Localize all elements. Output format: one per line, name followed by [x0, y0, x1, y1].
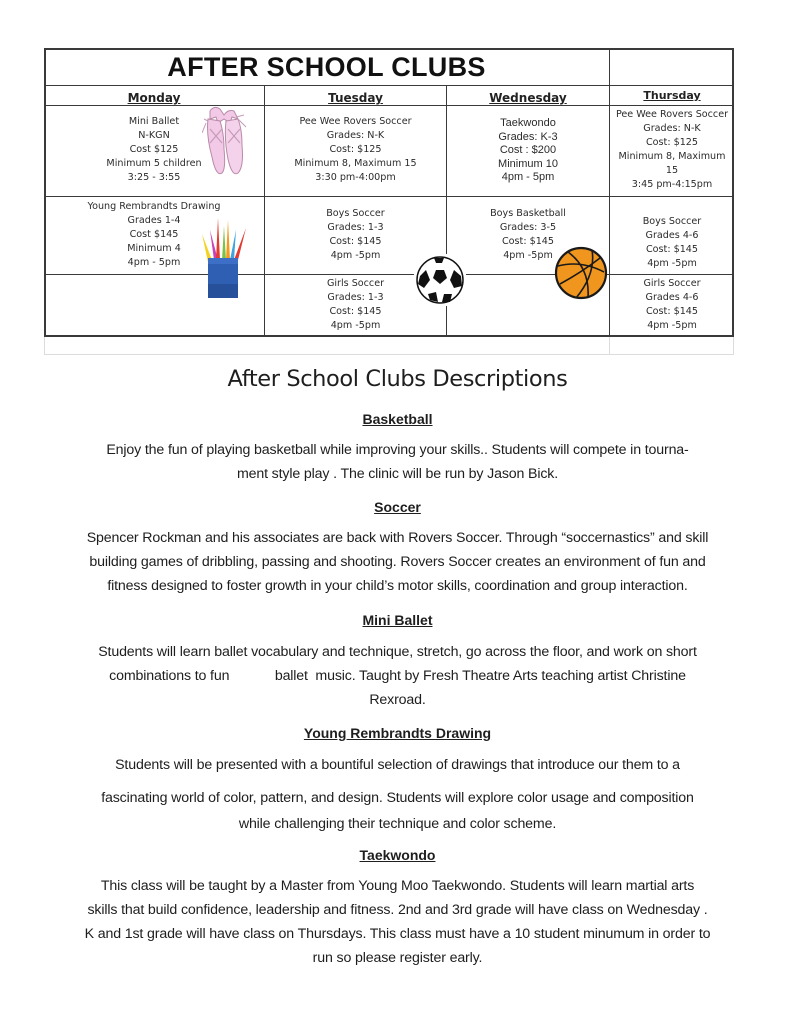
club-cost: Cost: $145	[645, 244, 699, 255]
body-line: Spencer Rockman and his associates are back with Rovers Soccer. Through “soccernastics” and skill	[86, 530, 709, 546]
cell-wednesday-taekwondo	[447, 117, 609, 185]
section-heading-taekwondo: Taekwondo	[359, 847, 436, 863]
club-grades: N-KGN	[138, 130, 170, 141]
club-grades: Grades: 3-5	[499, 222, 557, 233]
club-name: Boys Soccer	[326, 208, 385, 219]
extra-row-divider	[609, 337, 610, 355]
day-header-wednesday: Wednesday	[489, 91, 567, 105]
club-cost: Cost $145	[129, 229, 179, 240]
body-line: while challenging their technique and color scheme.	[238, 816, 557, 832]
cell-thursday-girls-soccer	[610, 277, 734, 333]
row-divider-2	[44, 274, 734, 275]
section-body-basketball	[40, 438, 755, 486]
club-time: 3:25 - 3:55	[127, 172, 181, 183]
cell-thursday-pee-wee-soccer	[610, 108, 734, 192]
club-time: 4pm - 5pm	[127, 257, 181, 268]
descriptions-title: After School Clubs Descriptions	[227, 366, 568, 392]
club-cost: Cost : $200	[499, 144, 557, 156]
club-time: 4pm -5pm	[330, 250, 381, 261]
club-cost: Cost: $145	[501, 236, 555, 247]
body-line: fascinating world of color, pattern, and design. Students will explore color usage and composition	[101, 790, 694, 806]
club-grades: Grades: N-K	[643, 123, 701, 134]
club-cost: Cost: $125	[645, 137, 699, 148]
club-limits-cont: 15	[665, 165, 679, 176]
club-name: Pee Wee Rovers Soccer	[615, 109, 729, 120]
club-name: Pee Wee Rovers Soccer	[299, 116, 412, 127]
body-line: This class will be taught by a Master from Young Moo Taekwondo. Students will learn martial arts	[100, 878, 695, 894]
basketball-icon	[554, 246, 608, 300]
club-time: 4pm -5pm	[503, 250, 553, 261]
section-heading-young-rembrandts: Young Rembrandts Drawing	[303, 725, 492, 741]
section-body-mini-ballet	[40, 640, 755, 712]
club-name: Girls Soccer	[643, 278, 701, 289]
club-minimum: Minimum 5 children	[106, 158, 202, 169]
extra-row-border-right	[733, 337, 734, 355]
club-cost: Cost $125	[129, 144, 179, 155]
header-row-divider	[44, 105, 734, 106]
club-limits: Minimum 8, Maximum	[618, 151, 726, 162]
section-body-soccer	[40, 526, 755, 598]
body-line: skills that build confidence, leadership and fitness. 2nd and 3rd grade will have class on Wednesday .	[87, 902, 708, 918]
schedule-title: AFTER SCHOOL CLUBS	[167, 52, 486, 82]
body-line: K and 1st grade will have class on Thursdays. This class must have a 10 student minumum in order to	[84, 926, 711, 942]
club-grades: Grades 4-6	[645, 230, 699, 241]
club-limits: Minimum 8, Maximum 15	[294, 158, 417, 169]
club-grades: Grades: K-3	[498, 130, 558, 143]
section-heading-basketball: Basketball	[362, 411, 433, 427]
club-grades: Grades 4-6	[645, 292, 699, 303]
club-time: 4pm -5pm	[647, 320, 697, 331]
cell-tuesday-pee-wee-soccer	[265, 115, 446, 185]
club-name: Mini Ballet	[128, 116, 180, 127]
extra-row-border-bottom	[44, 354, 734, 355]
soccer-ball-icon	[414, 254, 466, 306]
club-time: 4pm -5pm	[330, 320, 381, 331]
club-time: 3:30 pm-4:00pm	[315, 172, 396, 183]
colored-pencils-cup-icon	[196, 216, 252, 300]
club-grades: Grades: 1-3	[327, 292, 384, 303]
day-header-thursday: Thursday	[643, 89, 701, 102]
club-time: 4pm -5pm	[647, 258, 697, 269]
cell-thursday-boys-soccer	[610, 215, 734, 271]
club-time: 4pm - 5pm	[501, 171, 555, 183]
extra-row-border-left	[44, 337, 45, 355]
section-body-taekwondo	[40, 874, 755, 970]
club-cost: Cost: $125	[329, 144, 382, 155]
club-time: 3:45 pm-4:15pm	[631, 179, 713, 190]
body-line: fitness designed to foster growth in your child’s motor skills, coordination and group interaction.	[107, 578, 688, 594]
day-header-monday: Monday	[127, 91, 181, 105]
body-line: Students will be presented with a bountiful selection of drawings that introduce our them to a	[115, 757, 680, 773]
body-line: ment style play . The clinic will be run by Jason Bick.	[236, 466, 559, 482]
club-name: Girls Soccer	[326, 278, 385, 289]
club-cost: Cost: $145	[645, 306, 699, 317]
club-cost: Cost: $145	[329, 306, 382, 317]
club-minimum: Minimum 10	[498, 157, 558, 170]
club-name: Taekwondo	[500, 117, 556, 129]
schedule-table	[44, 48, 734, 354]
club-minimum: Minimum 4	[127, 243, 181, 254]
table-border-bottom	[44, 335, 734, 337]
body-line: run so please register early.	[312, 950, 483, 966]
body-line: Students will learn ballet vocabulary and technique, stretch, go across the floor, and work on short	[98, 644, 697, 660]
section-heading-mini-ballet: Mini Ballet	[362, 612, 433, 628]
ballet-shoes-icon	[202, 105, 250, 179]
day-header-tuesday: Tuesday	[328, 91, 383, 105]
section-body-young-rembrandts	[40, 752, 755, 837]
club-name: Boys Basketball	[490, 208, 566, 219]
club-cost: Cost: $145	[329, 236, 382, 247]
section-heading-soccer: Soccer	[374, 499, 421, 515]
body-line: building games of dribbling, passing and shooting. Rovers Soccer creates an environment of fun and	[89, 554, 706, 570]
club-name: Boys Soccer	[642, 216, 702, 227]
body-line: Enjoy the fun of playing basketball while improving your skills.. Students will compete in tourna-	[106, 442, 689, 458]
club-grades: Grades: N-K	[326, 130, 385, 141]
club-name: Young Rembrandts Drawing	[87, 201, 221, 212]
club-grades: Grades: 1-3	[327, 222, 384, 233]
club-grades: Grades 1-4	[127, 215, 181, 226]
row-divider-1	[44, 196, 734, 197]
body-line: combinations to fun ballet music. Taught by Fresh Theatre Arts teaching artist Christine	[109, 668, 686, 684]
body-line: Rexroad.	[369, 692, 426, 708]
